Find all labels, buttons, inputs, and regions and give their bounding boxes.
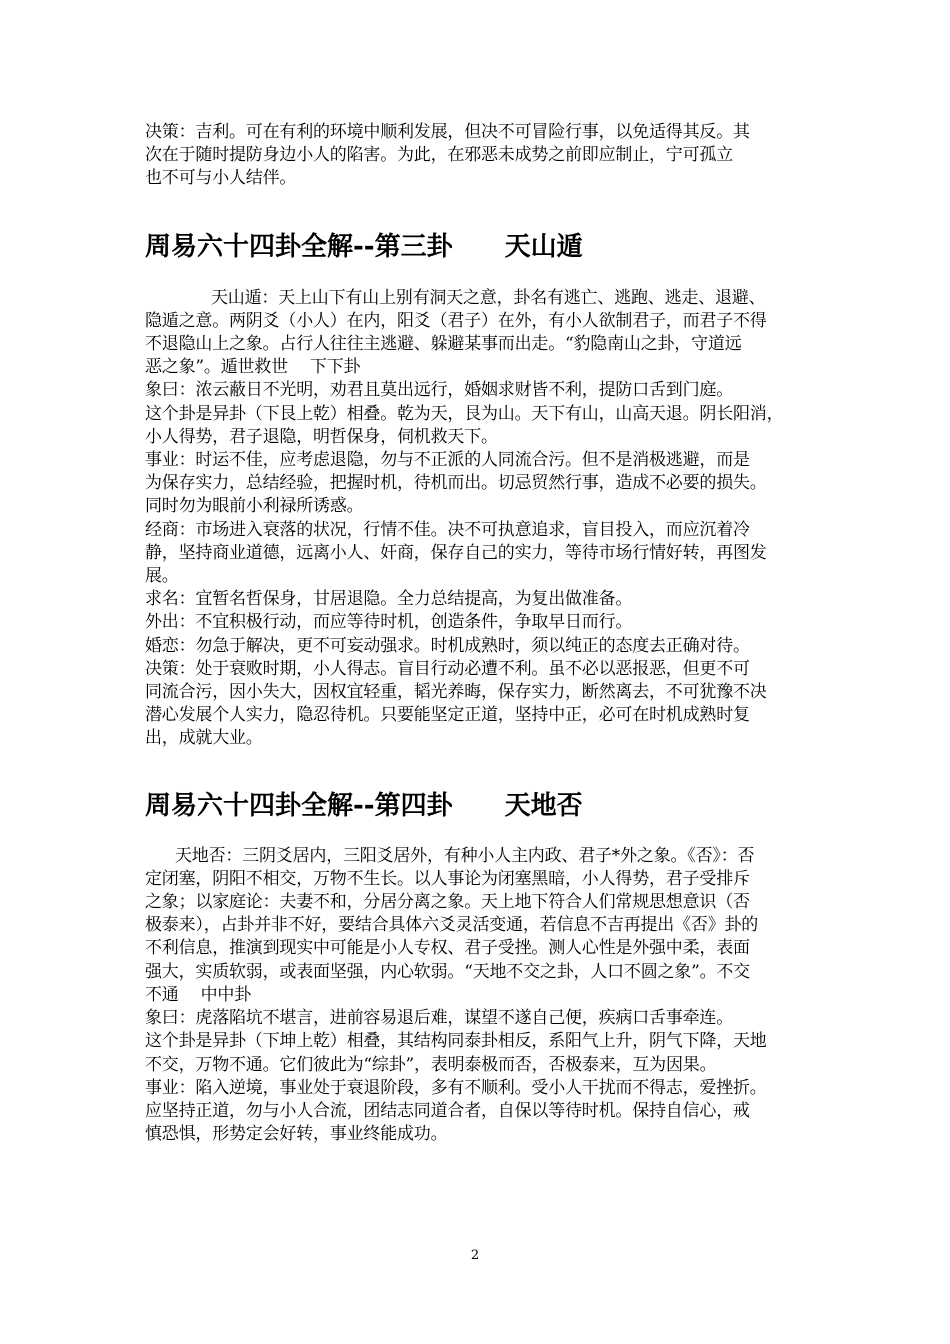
text-line: 出，成就大业。 <box>145 728 263 749</box>
text-line: 天地否：三阴爻居内，三阳爻居外，有种小人主内政、君子*外之象。《否》：否 <box>175 845 755 866</box>
text-line: 不利信息，推演到现实中可能是小人专权、君子受挫。测人心性是外强中柔，表面 <box>145 938 750 959</box>
text-line: 之象；以家庭论：夫妻不和，分居分离之象。天上地下符合人们常规思想意识（否 <box>145 892 750 913</box>
text-line: 也不可与小人结伴。 <box>145 168 297 189</box>
section3-intro <box>145 287 813 380</box>
section4-intro <box>145 845 813 1007</box>
text-line: 经商：市场进入衰落的状况，行情不佳。决不可执意追求，盲目投入，而应沉着冷 <box>145 519 750 540</box>
text-line: 求名：宜暂名哲保身，甘居退隐。全力总结提高，为复出做准备。 <box>145 589 633 610</box>
text-line: 展。 <box>145 566 179 587</box>
text-line: 应坚持正道，勿与小人合流，团结志同道合者，自保以等待时机。保持自信心，戒 <box>145 1100 750 1121</box>
text-line: 决策：吉利。可在有利的环境中顺利发展，但决不可冒险行事，以免适得其反。其 <box>145 122 750 142</box>
page-number: 2 <box>470 1248 480 1263</box>
text-line: 同时勿为眼前小利禄所诱惑。 <box>145 496 364 517</box>
section4-body <box>145 1007 813 1146</box>
text-line: 象曰：浓云蔽日不光明，劝君且莫出远行，婚姻求财皆不利，提防口舌到门庭。 <box>145 380 733 401</box>
text-line: 小人得势，君子退隐，明哲保身，伺机救天下。 <box>145 426 498 447</box>
text-line: 慎恐惧，形势定会好转，事业终能成功。 <box>145 1124 448 1145</box>
section2-decision-paragraph <box>145 121 813 191</box>
text-line: 定闭塞，阴阳不相交，万物不生长。以人事论为闭塞黑暗，小人得势，君子受排斥 <box>145 868 750 889</box>
text-line: 不通 中中卦 <box>145 984 252 1005</box>
text-line: 强大，实质软弱，或表面坚强，内心软弱。“天地不交之卦，人口不圆之象”。不交 <box>145 961 750 982</box>
text-line: 次在于随时提防身边小人的陷害。为此，在邪恶未成势之前即应制止，宁可孤立 <box>145 145 733 166</box>
text-line: 为保存实力，总结经验，把握时机，待机而出。切忌贸然行事，造成不必要的损失。 <box>145 473 767 494</box>
text-line: 同流合污，因小失大，因权宜轻重，韬光养晦，保存实力，断然离去，不可犹豫不决 <box>145 682 767 703</box>
section4-heading: 周易六十四卦全解--第四卦 天地否 <box>145 790 583 821</box>
section3-heading: 周易六十四卦全解--第三卦 天山遁 <box>145 231 583 262</box>
text-line: 外出：不宜积极行动，而应等待时机，创造条件，争取早日而行。 <box>145 612 633 633</box>
text-line: 恶之象”。遁世救世 下下卦 <box>145 357 361 378</box>
text-line: 事业：陷入逆境，事业处于衰退阶段，多有不顺利。受小人干扰而不得志，爱挫折。 <box>145 1077 767 1098</box>
text-line: 不交，万物不通。它们彼此为“综卦”，表明泰极而否，否极泰来，互为因果。 <box>145 1054 717 1075</box>
text-line: 隐遁之意。两阴爻（小人）在内，阳爻（君子）在外，有小人欲制君子，而君子不得 <box>145 310 767 331</box>
text-line: 不退隐山上之象。占行人往往主逃避、躲避某事而出走。“豹隐南山之卦，守道远 <box>145 334 742 355</box>
text-line: 极泰来），占卦并非不好，要结合具体六爻灵活变通，若信息不吉再提出《否》卦的 <box>145 915 759 936</box>
text-line: 决策：处于衰败时期，小人得志。盲目行动必遭不利。虽不必以恶报恶，但更不可 <box>145 658 750 679</box>
text-line: 象曰：虎落陷坑不堪言，进前容易退后难，谋望不遂自己便，疾病口舌事牵连。 <box>145 1008 733 1029</box>
text-line: 这个卦是异卦（下坤上乾）相叠，其结构同泰卦相反，系阳气上升，阴气下降，天地 <box>145 1031 767 1052</box>
document-page <box>145 121 813 1146</box>
text-line: 潜心发展个人实力，隐忍待机。只要能坚定正道，坚持中正，必可在时机成熟时复 <box>145 705 750 726</box>
text-line: 事业：时运不佳，应考虑退隐，勿与不正派的人同流合污。但不是消极逃避，而是 <box>145 450 750 471</box>
section3-body <box>145 379 813 750</box>
text-line: 静，坚持商业道德，远离小人、奸商，保存自己的实力，等待市场行情好转，再图发 <box>145 542 767 563</box>
text-line: 天山遁：天上山下有山上别有洞天之意，卦名有逃亡、逃跑、逃走、退避、 <box>211 287 766 308</box>
text-line: 这个卦是异卦（下艮上乾）相叠。乾为天，艮为山。天下有山，山高天退。阴长阳消， <box>145 403 784 424</box>
text-line: 婚恋：勿急于解决，更不可妄动强求。时机成熟时，须以纯正的态度去正确对待。 <box>145 635 750 656</box>
